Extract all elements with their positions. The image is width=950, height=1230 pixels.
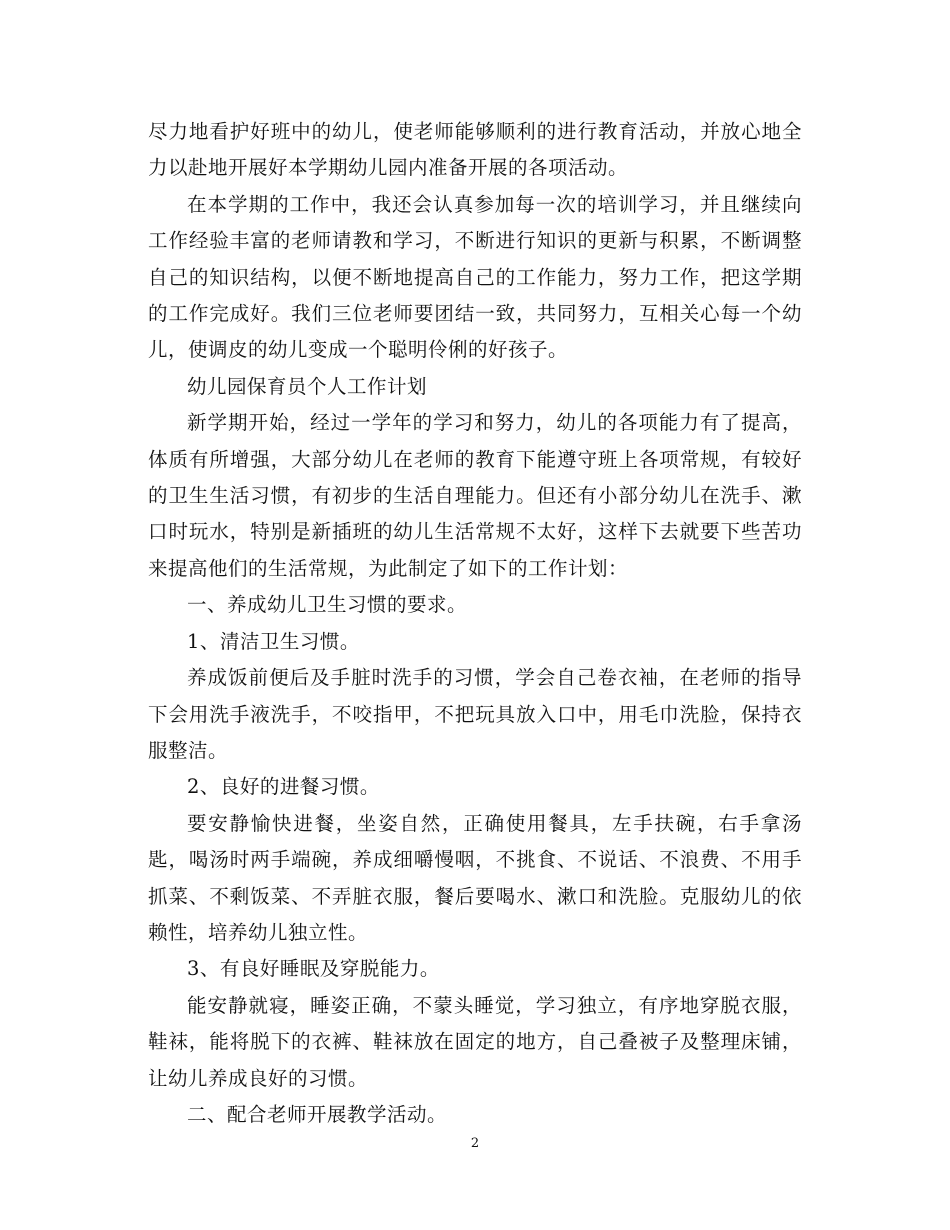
subsection-heading: 1、清洁卫生习惯。 [187,629,360,653]
paragraph: 要安静愉快进餐，坐姿自然，正确使用餐具，左手扶碗，右手拿汤匙，喝汤时两手端碗，养成细嚼慢咽，不挑食、不说话、不浪费、不用手抓菜、不剩饭菜、不弄脏衣服，餐后要喝水、漱口和洗脸。克服幼儿的依赖性，培养幼儿独立性。 [148,811,802,944]
paragraph: 尽力地看护好班中的幼儿，使老师能够顺利的进行教育活动，并放心地全力以赴地开展好本学期幼儿园内准备开展的各项活动。 [148,120,802,180]
page-number: 2 [470,1136,480,1151]
paragraph: 在本学期的工作中，我还会认真参加每一次的培训学习，并且继续向工作经验丰富的老师请教和学习，不断进行知识的更新与积累，不断调整自己的知识结构，以便不断地提高自己的工作能力，努力工作，把这学期的工作完成好。我们三位老师要团结一致，共同努力，互相关心每一个幼儿，使调皮的幼儿变成一个聪明伶俐的好孩子。 [148,192,802,362]
document-body [148,114,802,1133]
subsection-heading: 3、有良好睡眠及穿脱能力。 [187,957,440,981]
paragraph: 能安静就寝，睡姿正确，不蒙头睡觉，学习独立，有序地穿脱衣服，鞋袜，能将脱下的衣裤、鞋袜放在固定的地方，自己叠被子及整理床铺，让幼儿养成良好的习惯。 [148,993,802,1090]
section-heading: 二、配合老师开展教学活动。 [187,1102,448,1126]
paragraph: 养成饭前便后及手脏时洗手的习惯，学会自己卷衣袖，在老师的指导下会用洗手液洗手，不咬指甲，不把玩具放入口中，用毛巾洗脸，保持衣服整洁。 [148,666,802,762]
paragraph: 新学期开始，经过一学年的学习和努力，幼儿的各项能力有了提高，体质有所增强，大部分幼儿在老师的教育下能遵守班上各项常规，有较好的卫生生活习惯，有初步的生活自理能力。但还有小部分幼儿在洗手、漱口时玩水，特别是新插班的幼儿生活常规不太好，这样下去就要下些苦功来提高他们的生活常规，为此制定了如下的工作计划： [148,411,802,580]
section-heading: 一、养成幼儿卫生习惯的要求。 [187,593,468,617]
subsection-heading: 2、良好的进餐习惯。 [187,775,380,799]
section-title: 幼儿园保育员个人工作计划 [187,374,428,398]
